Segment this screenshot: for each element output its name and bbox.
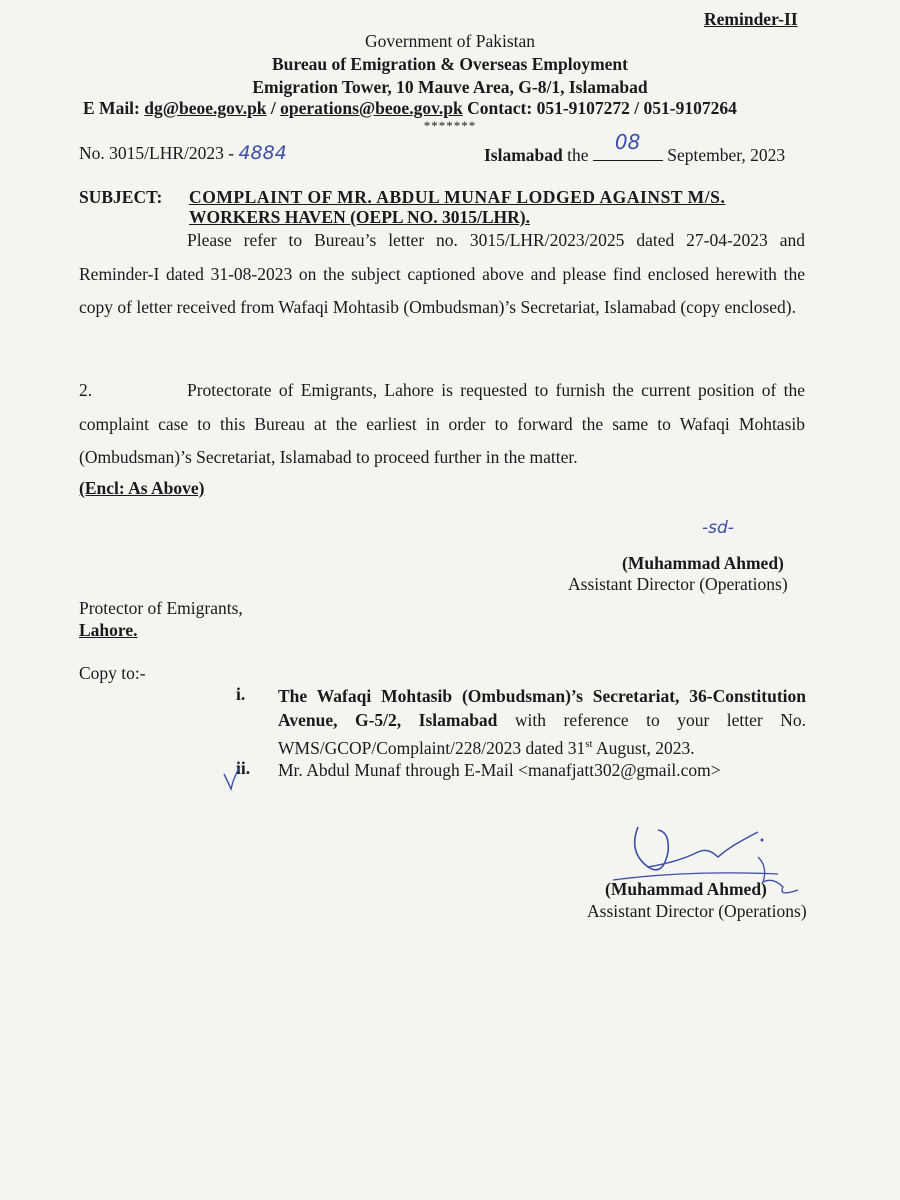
letterhead-government: Government of Pakistan bbox=[364, 31, 536, 51]
email-link-dg[interactable]: dg@beoe.gov.pk bbox=[144, 98, 267, 118]
email-label: E Mail: bbox=[83, 98, 140, 118]
copy-to-label: Copy to:- bbox=[79, 663, 146, 683]
letterhead-contact-line bbox=[83, 98, 737, 119]
place-islamabad: Islamabad bbox=[484, 145, 563, 165]
letterhead-address: Emigration Tower, 10 Mauve Area, G-8/1, Islamabad bbox=[252, 77, 648, 97]
contact-numbers: Contact: 051-9107272 / 051-9107264 bbox=[467, 98, 737, 118]
date-line: Islamabad the 08 September, 2023 bbox=[484, 130, 786, 165]
signatory-name-1: (Muhammad Ahmed) bbox=[622, 553, 784, 573]
header-stars: ******* bbox=[423, 118, 477, 133]
addressee-line-2: Lahore. bbox=[79, 620, 138, 640]
paragraph-1: Please refer to Bureau’s letter no. 3015/LHR/2023/2025 dated 27-04-2023 and Reminder-I dated 31-08-2023 on the subject captioned above and please find enclosed herewith the copy of letter received from Wafaqi Mohtasib (Ombudsman)’s Secretariat, Islamabad (copy enclosed). bbox=[79, 230, 805, 317]
paragraph-2: 2. Protectorate of Emigrants, Lahore is requested to furnish the current position of the complaint case to this Bureau at the earliest in order to forward the same to Wafaqi Mohtasib (Ombudsman)’s Secretariat, Islamabad to proceed further in the matter. bbox=[79, 374, 805, 475]
signatory-name-2: (Muhammad Ahmed) bbox=[605, 879, 767, 899]
subject-label: SUBJECT: bbox=[79, 187, 163, 207]
subject-line-1: COMPLAINT OF MR. ABDUL MUNAF LODGED AGAINST M/S. bbox=[189, 187, 726, 207]
signatory-title-2: Assistant Director (Operations) bbox=[587, 901, 807, 921]
signature-mark-sd: -sd- bbox=[702, 518, 734, 538]
tick-mark-icon bbox=[222, 764, 242, 792]
letterhead-bureau: Bureau of Emigration & Overseas Employment bbox=[272, 54, 628, 74]
copy-item-2-number: ii. bbox=[236, 758, 251, 778]
paragraph-2-number: 2. bbox=[79, 380, 93, 400]
email-link-operations[interactable]: operations@beoe.gov.pk bbox=[280, 98, 463, 118]
signatory-title-1: Assistant Director (Operations) bbox=[568, 574, 788, 594]
copy-item-1-number: i. bbox=[236, 684, 246, 704]
handwritten-number: 4884 bbox=[238, 142, 287, 164]
addressee-line-1: Protector of Emigrants, bbox=[79, 598, 243, 618]
handwritten-day: 08 bbox=[614, 130, 641, 154]
copy-item-2: Mr. Abdul Munaf through E-Mail <manafjatt302@gmail.com> bbox=[278, 760, 721, 780]
reminder-label: Reminder-II bbox=[704, 9, 798, 29]
subject-line-2: WORKERS HAVEN (OEPL NO. 3015/LHR). bbox=[189, 207, 530, 227]
reference-number: No. 3015/LHR/2023 - 4884 bbox=[79, 142, 287, 164]
copy-item-1: The Wafaqi Mohtasib (Ombudsman)’s Secretariat, 36-Constitution Avenue, G-5/2, Islamabad with reference to your letter No. WMS/GCOP/Complaint/228/2023 dated 31st August, 2023. bbox=[278, 686, 806, 758]
email-separator: / bbox=[270, 98, 276, 118]
enclosure-note: (Encl: As Above) bbox=[79, 478, 205, 498]
date-day-blank bbox=[593, 130, 663, 161]
